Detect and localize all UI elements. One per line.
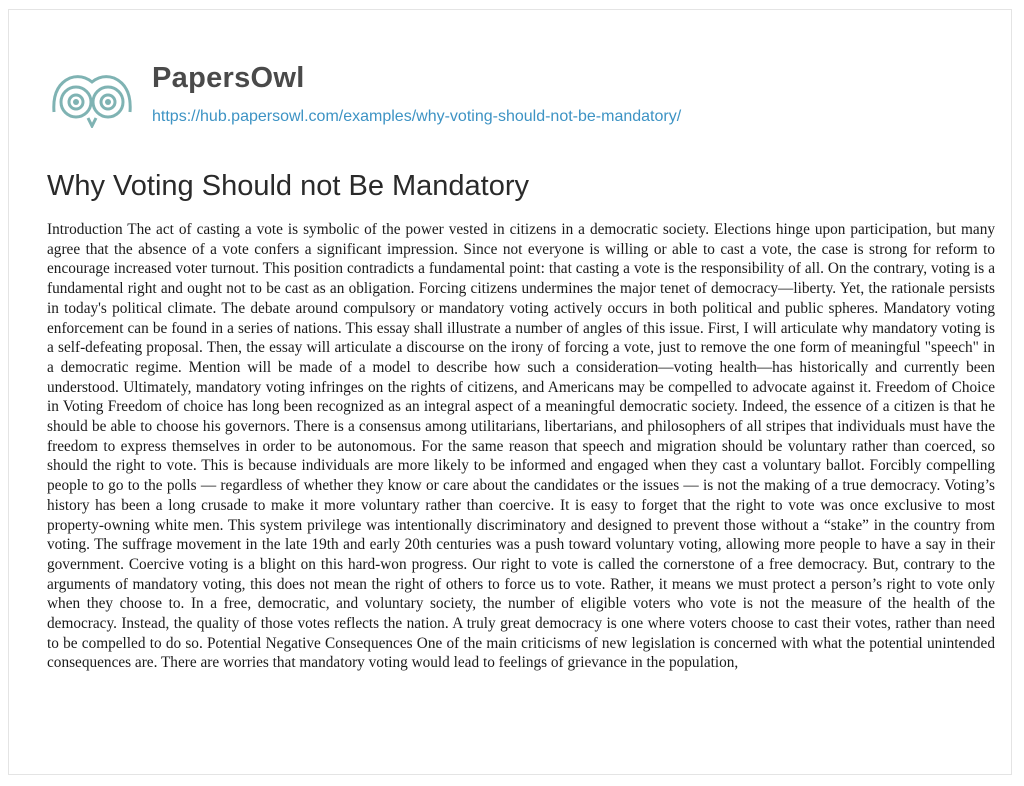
page-title: Why Voting Should not Be Mandatory	[47, 170, 530, 202]
brand-name[interactable]: PapersOwl	[152, 62, 305, 94]
essay-body: Introduction The act of casting a vote is symbolic of the power vested in citizens in a democratic society. Elections hinge upon participation, but many agree that the absence of a vote confers a significant impression. Since not everyone is willing or able to cast a vote, the case is strong for reform to encourage increased voter turnout. This position contradicts a fundamental point: that casting a vote is the responsibility of all. On the contrary, voting is a fundamental right and ought not to be cast as an obligation. Forcing citizens undermines the major tenet of democracy—liberty. Yet, the rationale persists in today's political climate. The debate around compulsory or mandatory voting actively occurs in both political and public spheres. Mandatory voting enforcement can be found in a series of nations. This essay shall illustrate a number of angles of this issue. First, I will articulate why mandatory voting is a self-defeating proposal. Then, the essay will articulate a discourse on the irony of forcing a vote, just to remove the one form of meaningful "speech" in a democratic regime. Mention will be made of a model to describe how such a consideration—voting health—has historically and currently been understood. Ultimately, mandatory voting infringes on the rights of citizens, and Americans may be compelled to advocate against it. Freedom of Choice in Voting Freedom of choice has long been recognized as an integral aspect of a meaningful democratic society. Indeed, the essence of a citizen is that he should be able to choose his governors. There is a consensus among utilitarians, libertarians, and philosophers of all stripes that individuals must have the freedom to express themselves in order to be autonomous. For the same reason that speech and migration should be voluntary rather than coerced, so should the right to vote. This is because individuals are more likely to be informed and engaged when they cast a voluntary ballot. Forcibly compelling people to go to the polls — regardless of whether they know or care about the candidates or the issues — is not the making of a true democracy. Voting’s history has been a long crusade to make it more voluntary rather than coercive. It is easy to forget that the right to vote was once exclusive to most property-owning white men. This system privilege was intentionally discriminatory and designed to prevent those without a “stake” in the country from voting. The suffrage movement in the late 19th and early 20th centuries was a push toward voluntary voting, allowing more people to have a say in their government. Coercive voting is a blight on this hard-won progress. Our right to vote is called the cornerstone of a free democracy. But, contrary to the arguments of mandatory voting, this does not mean the right of others to force us to vote. Rather, it means we must protect a person’s right to vote only when they choose to. In a free, democratic, and voluntary society, the number of eligible voters who vote is not the measure of the health of the democracy. Instead, the quality of those votes reflects the nation. A truly great democracy is one where voters choose to cast their votes, rather than need to be compelled to do so. Potential Negative Consequences One of the main criticisms of new legislation is concerned with what the potential unintended consequences are. There are worries that mandatory voting would lead to feelings of grievance in the population,	[47, 221, 995, 672]
source-url-link[interactable]: https://hub.papersowl.com/examples/why-voting-should-not-be-mandatory/	[152, 108, 682, 125]
header	[48, 60, 948, 140]
owl-logo-icon	[48, 72, 136, 128]
